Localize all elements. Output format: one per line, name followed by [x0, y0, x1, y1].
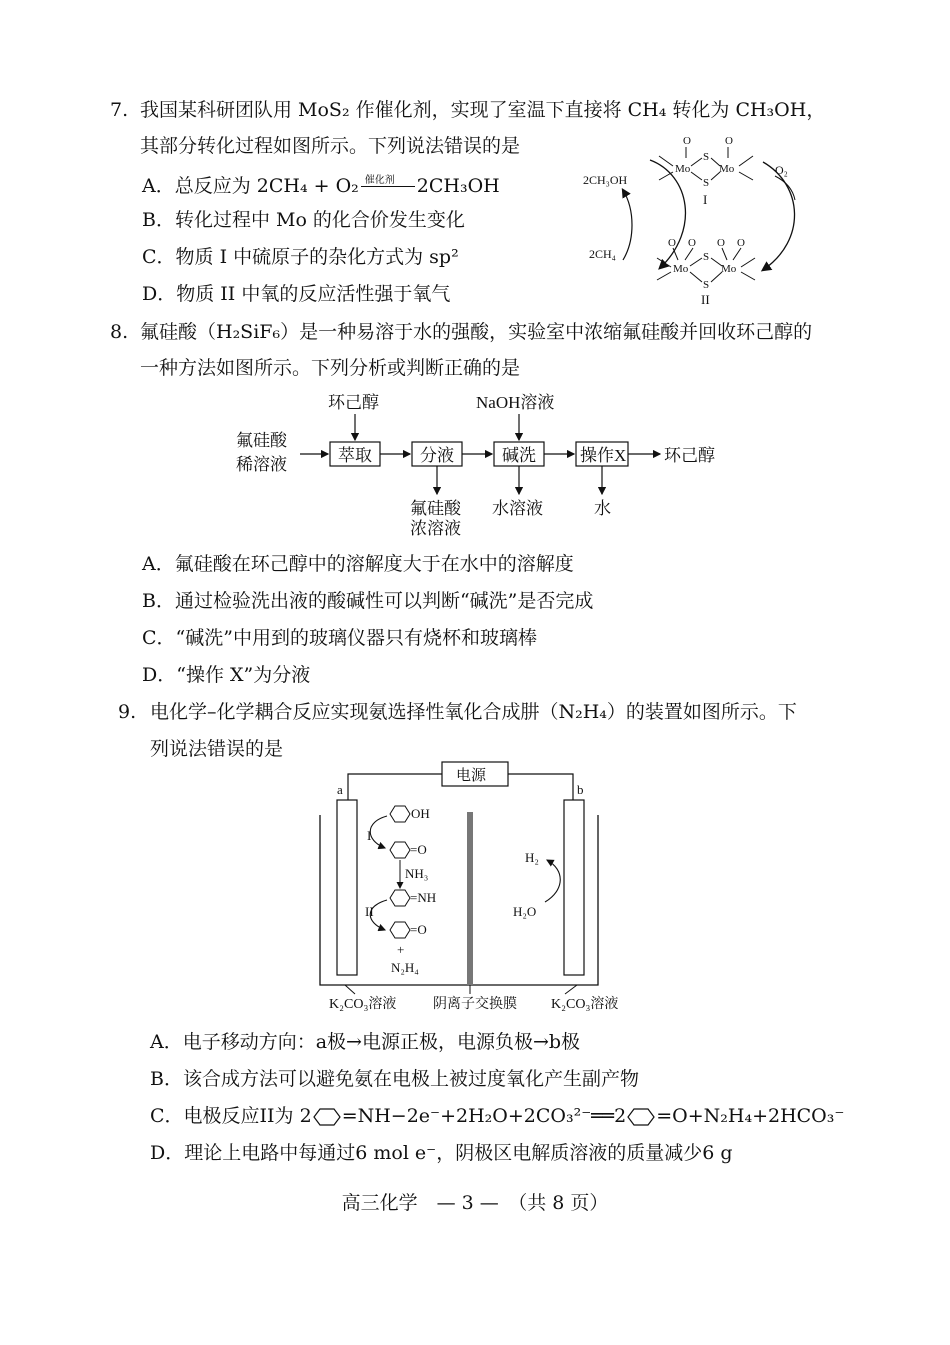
q7-option-c: C．物质 I 中硫原子的杂化方式为 sp² [142, 246, 459, 268]
q7-option-a-post: 2CH₃OH [416, 175, 500, 197]
flow-out-aqueous: 水溶液 [492, 499, 543, 518]
q8-option-c: C．“碱洗”中用到的玻璃仪器只有烧杯和玻璃棒 [142, 627, 537, 649]
q7-stem-line1: 我国某科研团队用 MoS₂ 作催化剂，实现了室温下直接将 CH₄ 转化为 CH₃OH， [140, 99, 826, 121]
flow-box-alkali-wash-label: 碱洗 [502, 446, 536, 465]
q8-number: 8. [110, 321, 129, 343]
q9-option-b: B．该合成方法可以避免氨在电极上被过度氧化产生副产物 [150, 1068, 639, 1090]
svg-text:S: S [703, 251, 710, 263]
membrane-label: 阴离子交换膜 [433, 997, 517, 1012]
q9-stem-line2: 列说法错误的是 [150, 738, 284, 760]
cyclohexane-ring-icon [626, 1107, 656, 1127]
q7-option-a [142, 174, 500, 198]
right-solution-label: K₂CO₃溶液 [551, 997, 619, 1012]
q8-stem-line1: 氟硅酸（H₂SiF₆）是一种易溶于水的强酸，实验室中浓缩氟硅酸并回收环己醇的 [140, 321, 813, 343]
power-source-label: 电源 [456, 768, 487, 784]
q9-option-c-part2: =NH−2e⁻+2H₂O+2CO₃²⁻══2 [341, 1105, 627, 1127]
flow-input-naoh: NaOH溶液 [476, 393, 555, 412]
svg-text:S: S [703, 151, 710, 163]
label-2ch3oh: 2CH₃OH [583, 173, 628, 187]
svg-text:OH: OH [411, 806, 430, 821]
q7-option-a-pre: A．总反应为 2CH₄ + O₂ [142, 175, 359, 197]
electrode-a-label: a [337, 782, 343, 797]
svg-text:+: + [397, 942, 405, 957]
q8-option-a: A．氟硅酸在环己醇中的溶解度大于在水中的溶解度 [142, 553, 574, 575]
left-solution-label: K₂CO₃溶液 [329, 997, 397, 1012]
h2o-label: H₂O [513, 904, 537, 919]
q9-option-d: D．理论上电路中每通过6 mol e⁻，阴极区电解质溶液的质量减少6 g [150, 1142, 733, 1164]
svg-text:=O: =O [410, 922, 427, 937]
q8-flow-diagram [230, 390, 730, 540]
svg-text:=O: =O [410, 842, 427, 857]
structure-i [659, 135, 753, 207]
structure-ii [657, 237, 755, 307]
q8-stem-line2: 一种方法如图所示。下列分析或判断正确的是 [140, 357, 521, 379]
svg-text:O: O [668, 237, 676, 249]
anion-exchange-membrane [467, 812, 473, 985]
q7-number: 7. [110, 99, 129, 121]
electrode-a [337, 800, 357, 975]
catalyst-label: 催化剂 [364, 175, 395, 186]
svg-text:NH₃: NH₃ [405, 866, 429, 881]
svg-text:Mo: Mo [673, 263, 689, 275]
q8-option-b: B．通过检验洗出液的酸碱性可以判断“碱洗”是否完成 [142, 590, 594, 612]
page-footer: 高三化学 — 3 — （共 8 页） [341, 1192, 609, 1214]
electrode-b [564, 800, 584, 975]
flow-end-cyclohexanol: 环己醇 [664, 446, 715, 465]
svg-text:O: O [725, 135, 733, 147]
svg-text:S: S [703, 279, 710, 291]
q9-stem-line1: 电化学–化学耦合反应实现氨选择性氧化合成肼（N₂H₄）的装置如图所示。下 [150, 701, 797, 723]
q7-option-d: D．物质 II 中氧的反应活性强于氧气 [142, 283, 451, 305]
flow-out-water: 水 [594, 499, 611, 518]
flow-start-line1: 氟硅酸 [236, 431, 287, 450]
svg-text:Mo: Mo [719, 163, 735, 175]
flow-box-separation-label: 分液 [420, 446, 454, 465]
flow-input-cyclohexanol: 环己醇 [328, 393, 379, 412]
q9-option-c-part3: =O+N₂H₄+2HCO₃⁻ [656, 1105, 845, 1127]
electrode-b-label: b [577, 782, 584, 797]
q9-device-diagram [315, 760, 645, 1015]
catalyst-arrow [359, 177, 417, 197]
svg-text:O: O [737, 237, 745, 249]
label-2ch4: 2CH₄ [589, 247, 616, 261]
svg-text:Mo: Mo [675, 163, 691, 175]
q9-option-a: A．电子移动方向：a极→电源正极，电源负极→b极 [150, 1031, 581, 1053]
flow-out-concentrate-2: 浓溶液 [410, 519, 461, 538]
flow-box-extraction-label: 萃取 [338, 446, 372, 465]
svg-text:N₂H₄: N₂H₄ [391, 960, 419, 975]
label-o2: O₂ [775, 163, 788, 177]
step-ii-label: II [365, 904, 374, 919]
svg-text:=NH: =NH [410, 890, 437, 905]
svg-text:Mo: Mo [721, 263, 737, 275]
q9-option-c [150, 1104, 844, 1128]
svg-text:O: O [717, 237, 725, 249]
q9-option-c-part1: C．电极反应II为 2 [150, 1105, 312, 1127]
svg-text:O: O [683, 135, 691, 147]
h2-label: H₂ [525, 850, 539, 865]
svg-text:O: O [688, 237, 696, 249]
label-ii: II [701, 292, 710, 307]
q7-cycle-diagram [575, 130, 835, 310]
cyclohexane-ring-icon [312, 1107, 342, 1127]
flow-out-concentrate-1: 氟硅酸 [410, 499, 461, 518]
flow-start-line2: 稀溶液 [236, 455, 287, 474]
label-i: I [703, 192, 708, 207]
step-i-label: I [367, 828, 372, 843]
q7-stem-line2: 其部分转化过程如图所示。下列说法错误的是 [140, 135, 521, 157]
q8-option-d: D．“操作 X”为分液 [142, 664, 311, 686]
q9-number: 9. [118, 701, 137, 723]
flow-box-operation-x-label: 操作X [580, 446, 627, 465]
svg-text:S: S [703, 177, 710, 189]
electrolytic-cell [320, 815, 598, 985]
q7-option-b: B．转化过程中 Mo 的化合价发生变化 [142, 209, 465, 231]
